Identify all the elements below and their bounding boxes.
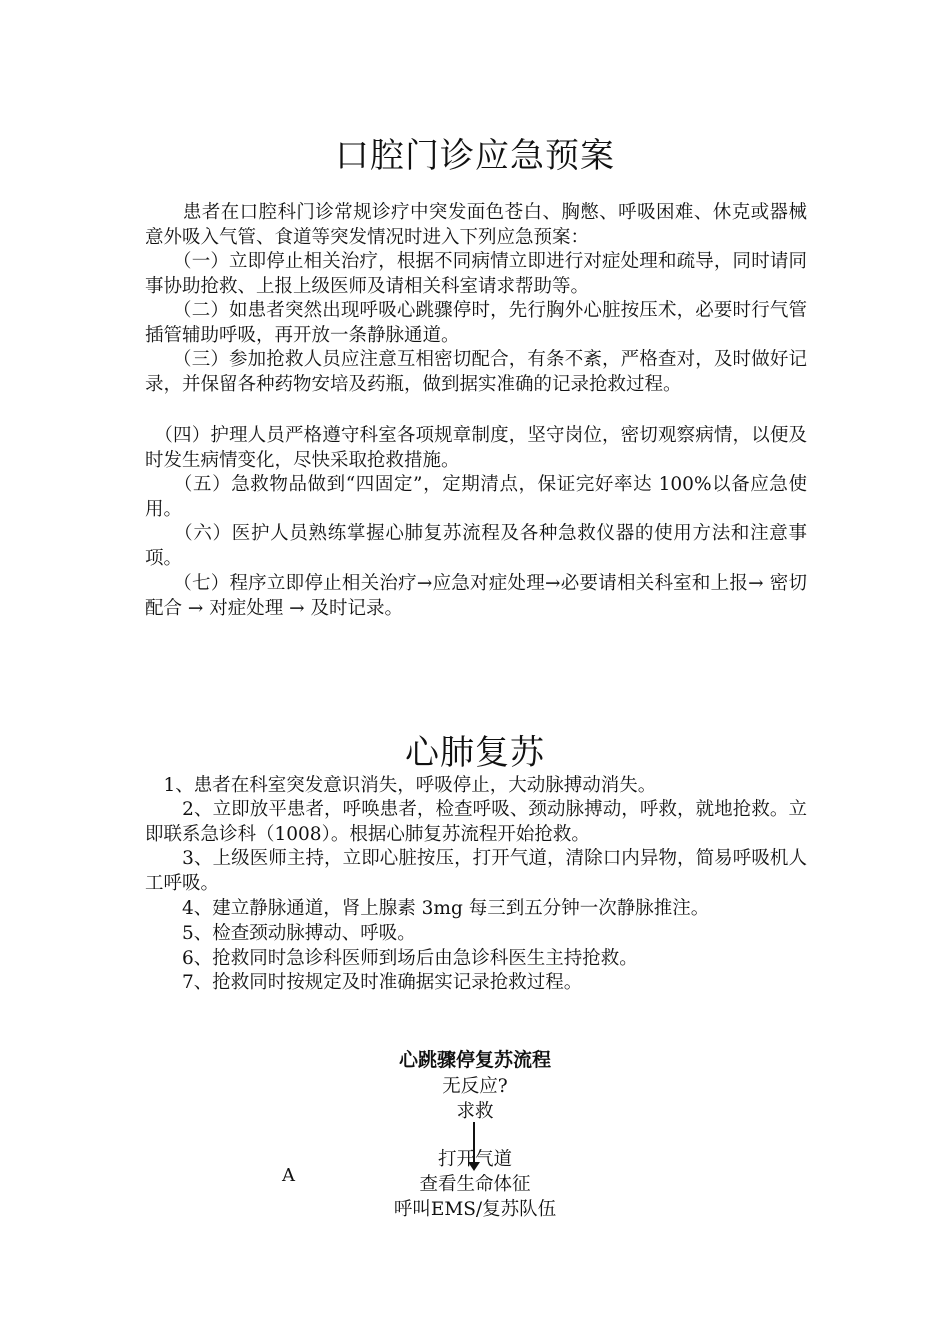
flow-step-unresponsive: 无反应?: [442, 1076, 508, 1097]
flow-step-open-airway: 打开气道: [437, 1149, 512, 1170]
plan-item-2: （二）如患者突然出现呼吸心跳骤停时，先行胸外心脏按压术，必要时行气管插管辅助呼吸，再开放一条静脉通道。: [145, 300, 807, 346]
flowchart-title: 心跳骤停复苏流程: [398, 1049, 551, 1071]
cpr-step-7: 7、抢救同时按规定及时准确据实记录抢救过程。: [145, 972, 583, 993]
page-title: 口腔门诊应急预案: [335, 136, 615, 176]
cpr-step-1: 1、患者在科室突发意识消失，呼吸停止，大动脉搏动消失。: [145, 775, 657, 796]
plan-item-6: （六）医护人员熟练掌握心肺复苏流程及各种急救仪器的使用方法和注意事项。: [145, 523, 807, 569]
flow-step-check-vitals: 查看生命体征: [419, 1174, 531, 1195]
flow-step-call-ems: 呼叫EMS/复苏队伍: [393, 1199, 557, 1220]
flow-marker-a: A: [282, 1165, 295, 1186]
cpr-step-2: 2、立即放平患者，呼唤患者，检查呼吸、颈动脉搏动，呼救，就地抢救。立即联系急诊科（1008）。根据心肺复苏流程开始抢救。: [145, 799, 807, 845]
cpr-step-3: 3、上级医师主持，立即心脏按压，打开气道，清除口内异物，简易呼吸机人工呼吸。: [145, 848, 807, 894]
cpr-step-5: 5、检查颈动脉搏动、呼吸。: [145, 923, 416, 944]
plan-item-4: （四）护理人员严格遵守科室各项规章制度，坚守岗位，密切观察病情，以便及时发生病情变化，尽快采取抢救措施。: [145, 425, 807, 471]
intro-paragraph: 患者在口腔科门诊常规诊疗中突发面色苍白、胸憋、呼吸困难、休克或器械意外吸入气管、食道等突发情况时进入下列应急预案：: [145, 202, 807, 248]
plan-item-3: （三）参加抢救人员应注意互相密切配合，有条不紊，严格查对，及时做好记录，并保留各种药物安培及药瓶，做到据实准确的记录抢救过程。: [145, 349, 807, 395]
plan-item-5: （五）急救物品做到“四固定”，定期清点，保证完好率达 100%以备应急使用。: [145, 474, 807, 520]
plan-item-1: （一）立即停止相关治疗，根据不同病情立即进行对症处理和疏导，同时请同事协助抢救、上报上级医师及请相关科室请求帮助等。: [145, 251, 807, 297]
flow-step-call-help: 求救: [456, 1101, 494, 1122]
cpr-step-4: 4、建立静脉通道，肾上腺素 3mg 每三到五分钟一次静脉推注。: [145, 898, 710, 919]
cpr-title: 心肺复苏: [405, 733, 545, 773]
cpr-step-6: 6、抢救同时急诊科医师到场后由急诊科医生主持抢救。: [145, 948, 638, 969]
plan-item-7: （七）程序立即停止相关治疗→应急对症处理→必要请相关科室和上报→ 密切配合 → 对症处理 → 及时记录。: [145, 573, 807, 619]
